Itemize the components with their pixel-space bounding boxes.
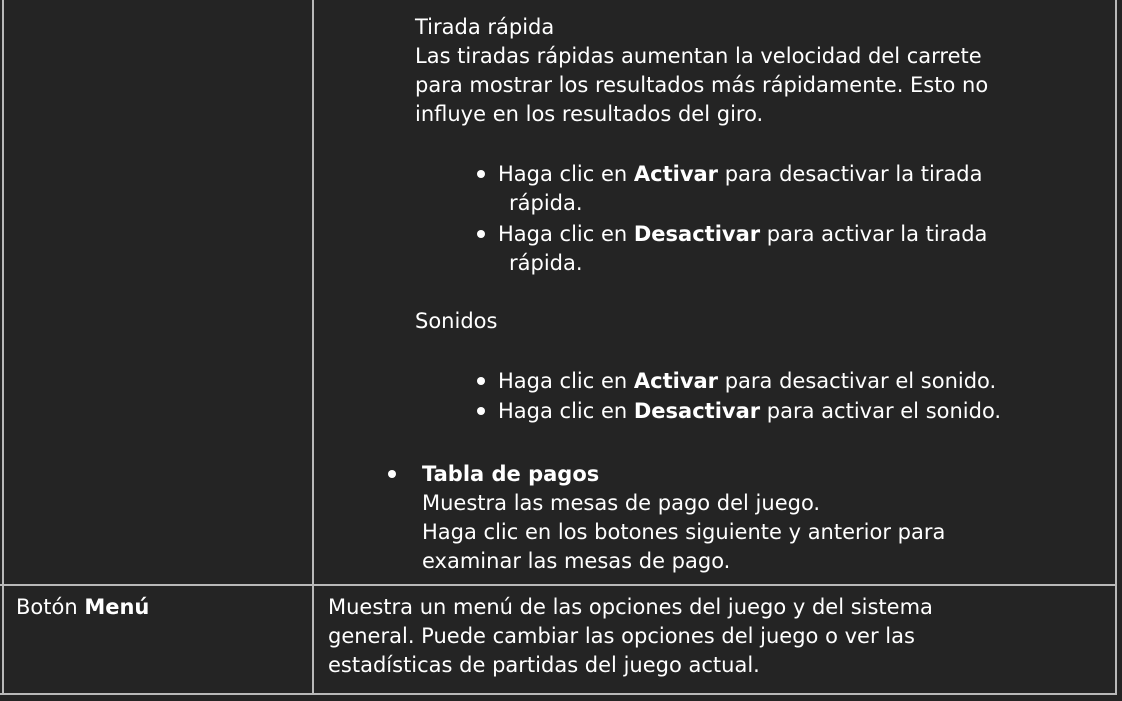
table-row [0,584,1115,693]
list-item: Haga clic en Desactivar para activar la tirada [498,222,988,246]
paytable-line: Haga clic en los botones siguiente y anterior para [422,520,946,544]
paytable-line: examinar las mesas de pago. [422,549,731,573]
menu-desc-line: Muestra un menú de las opciones del juego y del sistema [328,595,933,619]
list-item-continuation: rápida. [509,191,583,215]
bullet-icon [477,407,485,415]
bullet-icon [477,230,485,238]
paytable-title: Tabla de pagos [422,462,600,486]
quick-spin-desc-line: para mostrar los resultados más rápidamente. Esto no [415,73,989,97]
list-item-continuation: rápida. [509,251,583,275]
bullet-icon [477,377,485,385]
bullet-icon [388,470,396,478]
list-item: Haga clic en Activar para desactivar la tirada [498,162,983,186]
table-cell-description [316,0,1115,584]
table-cell-label [2,586,314,693]
table-cell-label [2,0,314,584]
menu-desc-line: general. Puede cambiar las opciones del juego o ver las [328,624,915,648]
menu-button-label: Botón Menú [16,595,150,619]
list-item: Haga clic en Desactivar para activar el sonido. [498,399,1002,423]
quick-spin-title: Tirada rápida [415,15,555,39]
list-item: Haga clic en Activar para desactivar el sonido. [498,369,997,393]
paytable-line: Muestra las mesas de pago del juego. [422,491,821,515]
bullet-icon [477,170,485,178]
quick-spin-desc-line: Las tiradas rápidas aumentan la velocidad del carrete [415,44,982,68]
quick-spin-desc-line: influye en los resultados del giro. [415,102,764,126]
sounds-title: Sonidos [415,309,498,333]
table-cell-description [316,586,1115,693]
menu-desc-line: estadísticas de partidas del juego actual. [328,653,760,677]
